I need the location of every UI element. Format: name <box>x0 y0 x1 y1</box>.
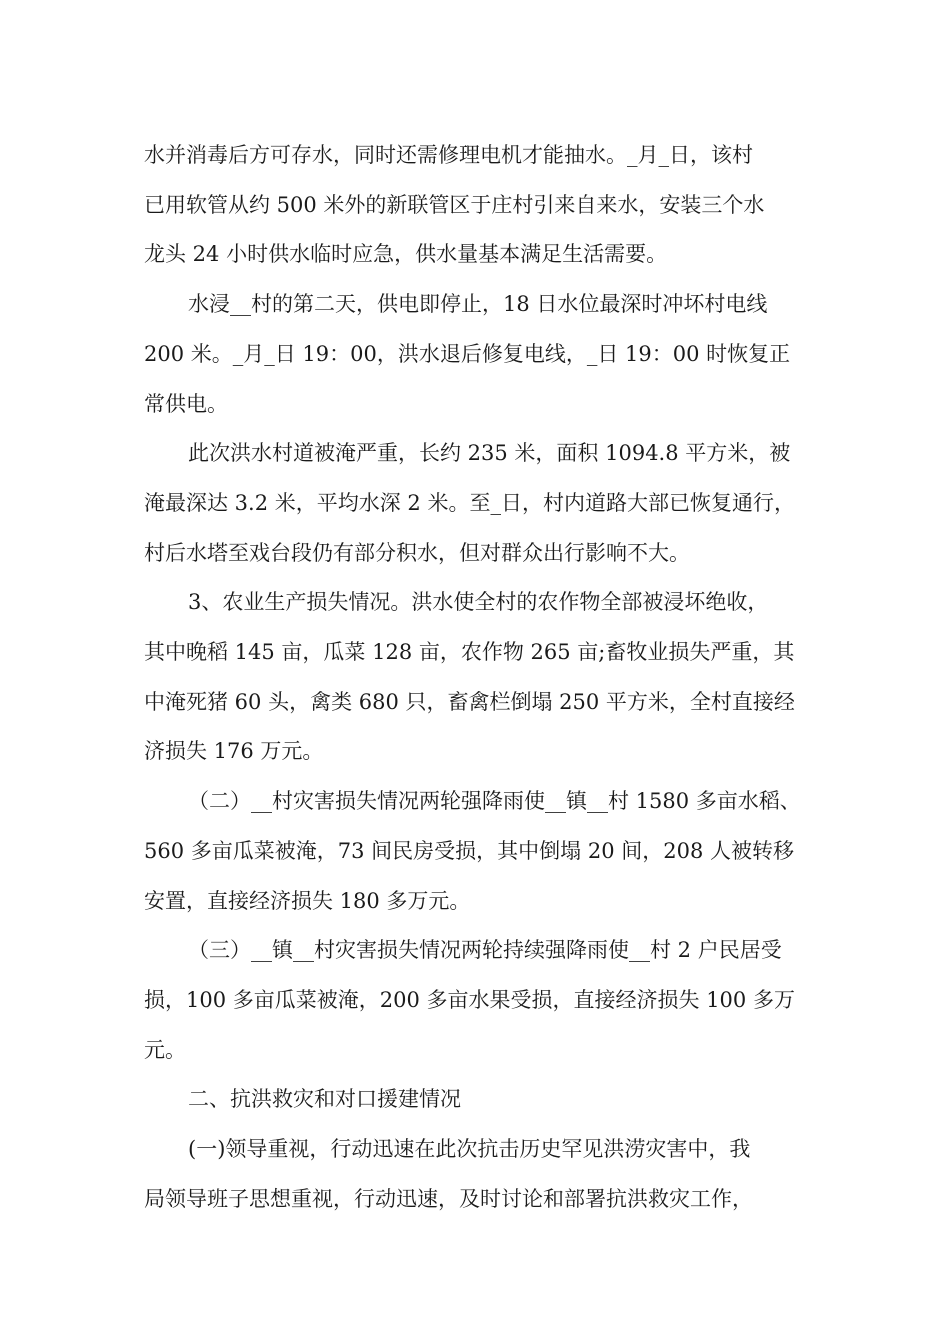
text-line: 中淹死猪 60 头，禽类 680 只，畜禽栏倒塌 250 平方米，全村直接经 <box>144 689 795 714</box>
text-line: 局领导班子思想重视，行动迅速，及时讨论和部署抗洪救灾工作， <box>144 1186 753 1211</box>
text-line: 济损失 176 万元。 <box>144 739 324 764</box>
text-line: 200 米。_月_日 19：00，洪水退后修复电线，_日 19：00 时恢复正 <box>144 341 791 366</box>
text-line: 龙头 24 小时供水临时应急，供水量基本满足生活需要。 <box>144 242 668 267</box>
paragraph-village-roads <box>144 429 816 578</box>
text-line: 3、农业生产损失情况。洪水使全村的农作物全部被浸坏绝收， <box>188 590 769 615</box>
text-line: 水并消毒后方可存水，同时还需修理电机才能抽水。_月_日，该村 <box>144 143 753 167</box>
paragraph-leadership <box>144 1125 816 1224</box>
paragraph-power-supply <box>144 280 816 429</box>
document-body <box>144 131 816 1224</box>
text-line: 村后水塔至戏台段仍有部分积水，但对群众出行影响不大。 <box>144 540 690 565</box>
text-line: 元。 <box>144 1037 186 1062</box>
text-line: 已用软管从约 500 米外的新联管区于庄村引来自来水，安装三个水 <box>144 192 765 217</box>
paragraph-section-three-town <box>144 926 816 1075</box>
text-line: 此次洪水村道被淹严重，长约 235 米，面积 1094.8 平方米，被 <box>188 441 791 466</box>
section-heading-flood-relief: 二、抗洪救灾和对口援建情况 <box>188 1087 461 1112</box>
text-line: (一)领导重视，行动迅速在此次抗击历史罕见洪涝灾害中，我 <box>188 1137 751 1162</box>
text-line: 安置，直接经济损失 180 多万元。 <box>144 888 471 913</box>
text-line: （二）__村灾害损失情况两轮强降雨使__镇__村 1580 多亩水稻、 <box>188 789 801 814</box>
text-line: 损，100 多亩瓜菜被淹，200 多亩水果受损，直接经济损失 100 多万 <box>144 987 795 1012</box>
text-line: （三）__镇__村灾害损失情况两轮持续强降雨使__村 2 户民居受 <box>188 938 782 963</box>
paragraph-agriculture-loss <box>144 578 816 777</box>
text-line: 淹最深达 3.2 米，平均水深 2 米。至_日，村内道路大部已恢复通行， <box>144 490 795 515</box>
text-line: 水浸__村的第二天，供电即停止，18 日水位最深时冲坏村电线 <box>188 292 768 317</box>
paragraph-water-supply <box>144 131 816 280</box>
text-line: 常供电。 <box>144 391 228 416</box>
text-line: 560 多亩瓜菜被淹，73 间民房受损，其中倒塌 20 间，208 人被转移 <box>144 838 794 863</box>
paragraph-section-two-village <box>144 777 816 926</box>
text-line: 其中晚稻 145 亩，瓜菜 128 亩，农作物 265 亩;畜牧业损失严重，其 <box>144 640 795 665</box>
